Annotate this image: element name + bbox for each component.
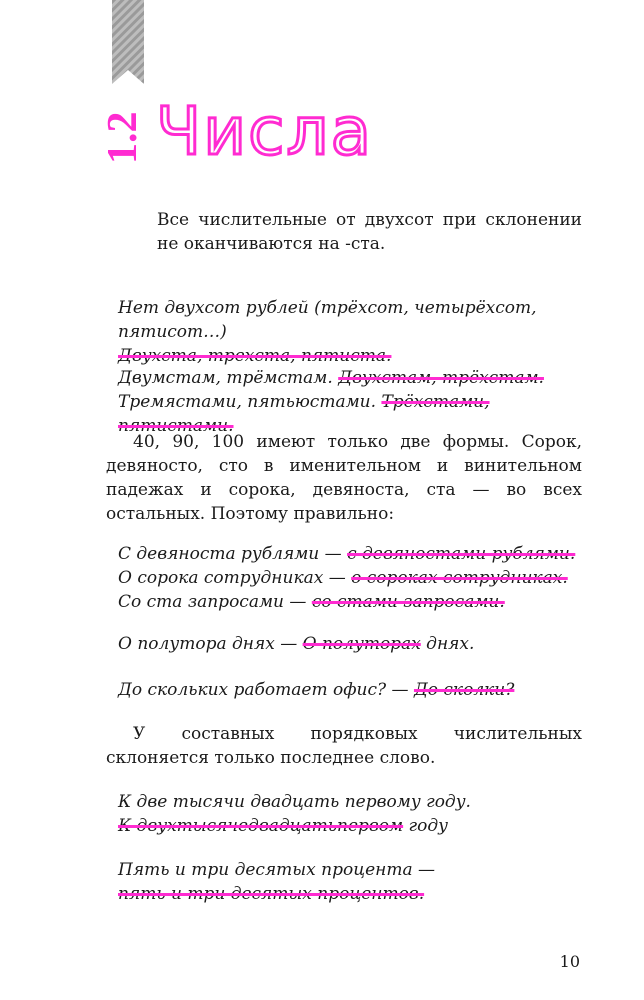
example-3-line3-wrong: со стами запросами.: [311, 592, 505, 612]
chapter-number: [96, 96, 148, 166]
example-3-line1-wrong: с девяностами рублями.: [347, 544, 576, 564]
example-7-wrong: пять и три десятых процентов.: [118, 884, 425, 904]
example-7: [118, 858, 588, 906]
example-5-a: До скольких работает офис? —: [118, 680, 414, 700]
example-6-tail: году: [403, 816, 448, 836]
paragraph-1: [106, 430, 582, 526]
chapter-title: [154, 92, 374, 168]
example-6: [118, 790, 588, 838]
example-6-wrong: К двухтысячедвадцатьпервом: [118, 816, 404, 836]
example-2a: Двумстам, трёмстам.: [118, 368, 339, 388]
example-5-wrong: До сколки?: [413, 680, 515, 700]
example-1-line1: Нет двухсот рублей (трёхсот, четырёхсот, пятисот…): [118, 298, 537, 342]
example-7-line1: Пять и три десятых процента —: [118, 860, 435, 880]
bookmark-ribbon: [112, 0, 144, 84]
example-4: [118, 632, 588, 656]
paragraph-2-text: У составных порядковых числительных склоняется только последнее слово.: [106, 724, 582, 768]
example-3-line1: С девяноста рублями —: [118, 544, 348, 564]
example-3: [118, 542, 588, 614]
example-5: [118, 678, 588, 702]
example-1-wrong: Двухста, трехста, пятиста.: [118, 346, 392, 366]
example-3-line3: Со ста запросами —: [118, 592, 312, 612]
paragraph-2: [106, 722, 582, 770]
example-4-a: О полутора днях —: [118, 634, 303, 654]
example-6-line1: К две тысячи двадцать первому году.: [118, 792, 471, 812]
example-2a-wrong: Двухстам, трёхстам.: [338, 368, 544, 388]
intro-paragraph: [157, 208, 582, 256]
example-3-line2: О сорока сотрудниках —: [118, 568, 352, 588]
example-3-line2-wrong: о сороках сотрудниках.: [351, 568, 568, 588]
example-1: [118, 296, 588, 368]
page-number: 10: [559, 952, 580, 971]
chapter-number-text: 1.2: [100, 111, 146, 164]
example-4-b: днях.: [420, 634, 475, 654]
paragraph-1-text: 40, 90, 100 имеют только две формы. Сорок, девяносто, сто в именительном и винительном падежах и сорока, девяноста, ста — во всех остальных. Поэтому правильно:: [106, 432, 582, 524]
example-2b: Тремястами, пятьюстами.: [118, 392, 382, 412]
chapter-title-text: Числа: [156, 93, 374, 168]
example-2b-wrong: Трёхстами, пятистами.: [118, 392, 490, 436]
example-2: [118, 366, 588, 438]
intro-text: Все числительные от двухсот при склонении не оканчиваются на -ста.: [157, 210, 582, 254]
example-4-wrong: О полуторах: [302, 634, 421, 654]
